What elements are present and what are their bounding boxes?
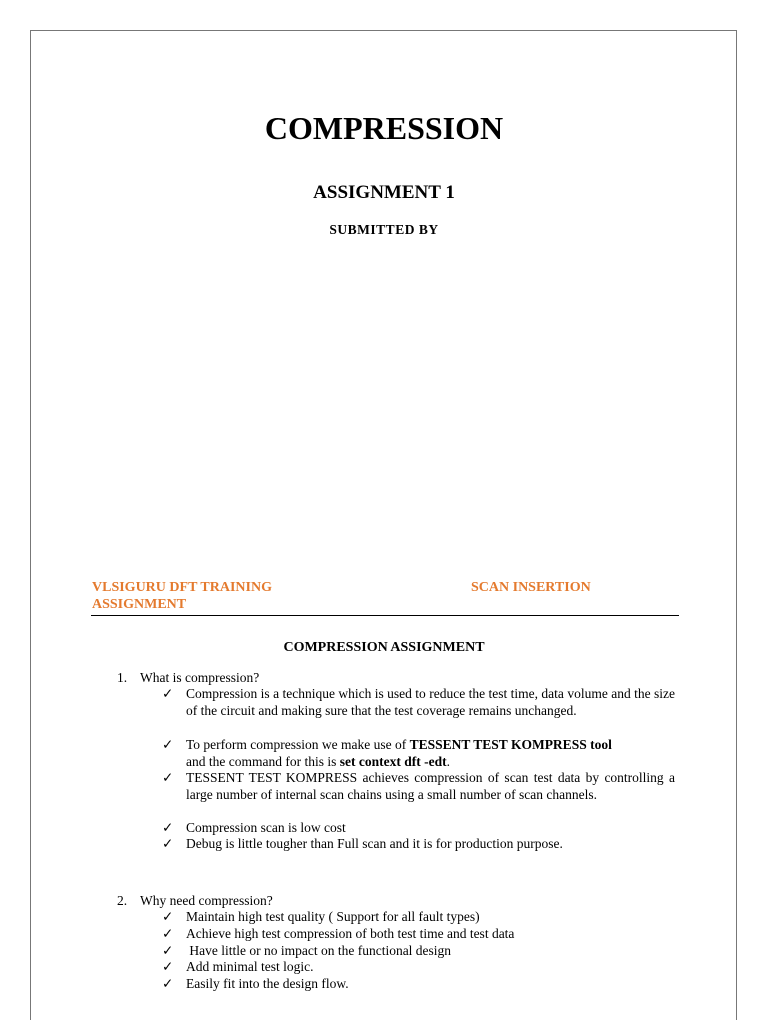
document-title: COMPRESSION [264, 110, 504, 146]
q2-bullet-1: Maintain high test quality ( Support for all fault types) [186, 909, 480, 924]
q2-bullet-4: Add minimal test logic. [186, 959, 314, 974]
q1-bullet-5: Debug is little tougher than Full scan and it is for production purpose. [186, 836, 563, 851]
check-icon: ✓ [162, 686, 174, 701]
check-icon: ✓ [162, 926, 174, 941]
q1-bullet-1: Compression is a technique which is used to reduce the test time, data volume and the size of the circuit and making sure that the test coverage remains unchanged. [186, 686, 675, 718]
section-title: COMPRESSION ASSIGNMENT [283, 640, 485, 655]
q1-bullet-2 [186, 737, 675, 770]
q1-text: What is compression? [140, 670, 260, 685]
page-border [30, 30, 737, 1020]
header-right: SCAN INSERTION [471, 580, 591, 595]
q2-bullet-2: Achieve high test compression of both test time and test data [186, 926, 515, 941]
header-rule [91, 615, 679, 616]
check-icon: ✓ [162, 959, 174, 974]
q2-text: Why need compression? [140, 893, 273, 908]
check-icon: ✓ [162, 737, 174, 752]
q2-bullet-5: Easily fit into the design flow. [186, 976, 349, 991]
check-icon: ✓ [162, 820, 174, 835]
q1-bullet-2-pre: To perform compression we make use of [186, 737, 410, 752]
header-left-line1: VLSIGURU DFT TRAINING [92, 580, 272, 595]
check-icon: ✓ [162, 943, 174, 958]
q1-bullet-2-mid: and the command for this is [186, 753, 340, 769]
check-icon: ✓ [162, 976, 174, 991]
q2-bullet-3: Have little or no impact on the functional design [186, 943, 452, 958]
q1-bullet-2-tool: TESSENT TEST KOMPRESS tool [409, 737, 612, 752]
q1-bullet-2-end: . [446, 753, 450, 769]
q2-number: 2. [117, 893, 128, 908]
check-icon: ✓ [162, 836, 174, 851]
q1-bullet-2-command: set context dft -edt [339, 753, 447, 769]
check-icon: ✓ [162, 770, 174, 785]
check-icon: ✓ [162, 909, 174, 924]
q1-bullet-4: Compression scan is low cost [186, 820, 346, 835]
header-left-line2: ASSIGNMENT [92, 597, 187, 612]
submitted-by-label: SUBMITTED BY [329, 222, 439, 237]
q1-number: 1. [117, 670, 128, 685]
assignment-subtitle: ASSIGNMENT 1 [313, 182, 455, 203]
q1-bullet-3: TESSENT TEST KOMPRESS achieves compression of scan test data by controlling a large number of internal scan chains using a small number of scan channels. [186, 770, 675, 802]
